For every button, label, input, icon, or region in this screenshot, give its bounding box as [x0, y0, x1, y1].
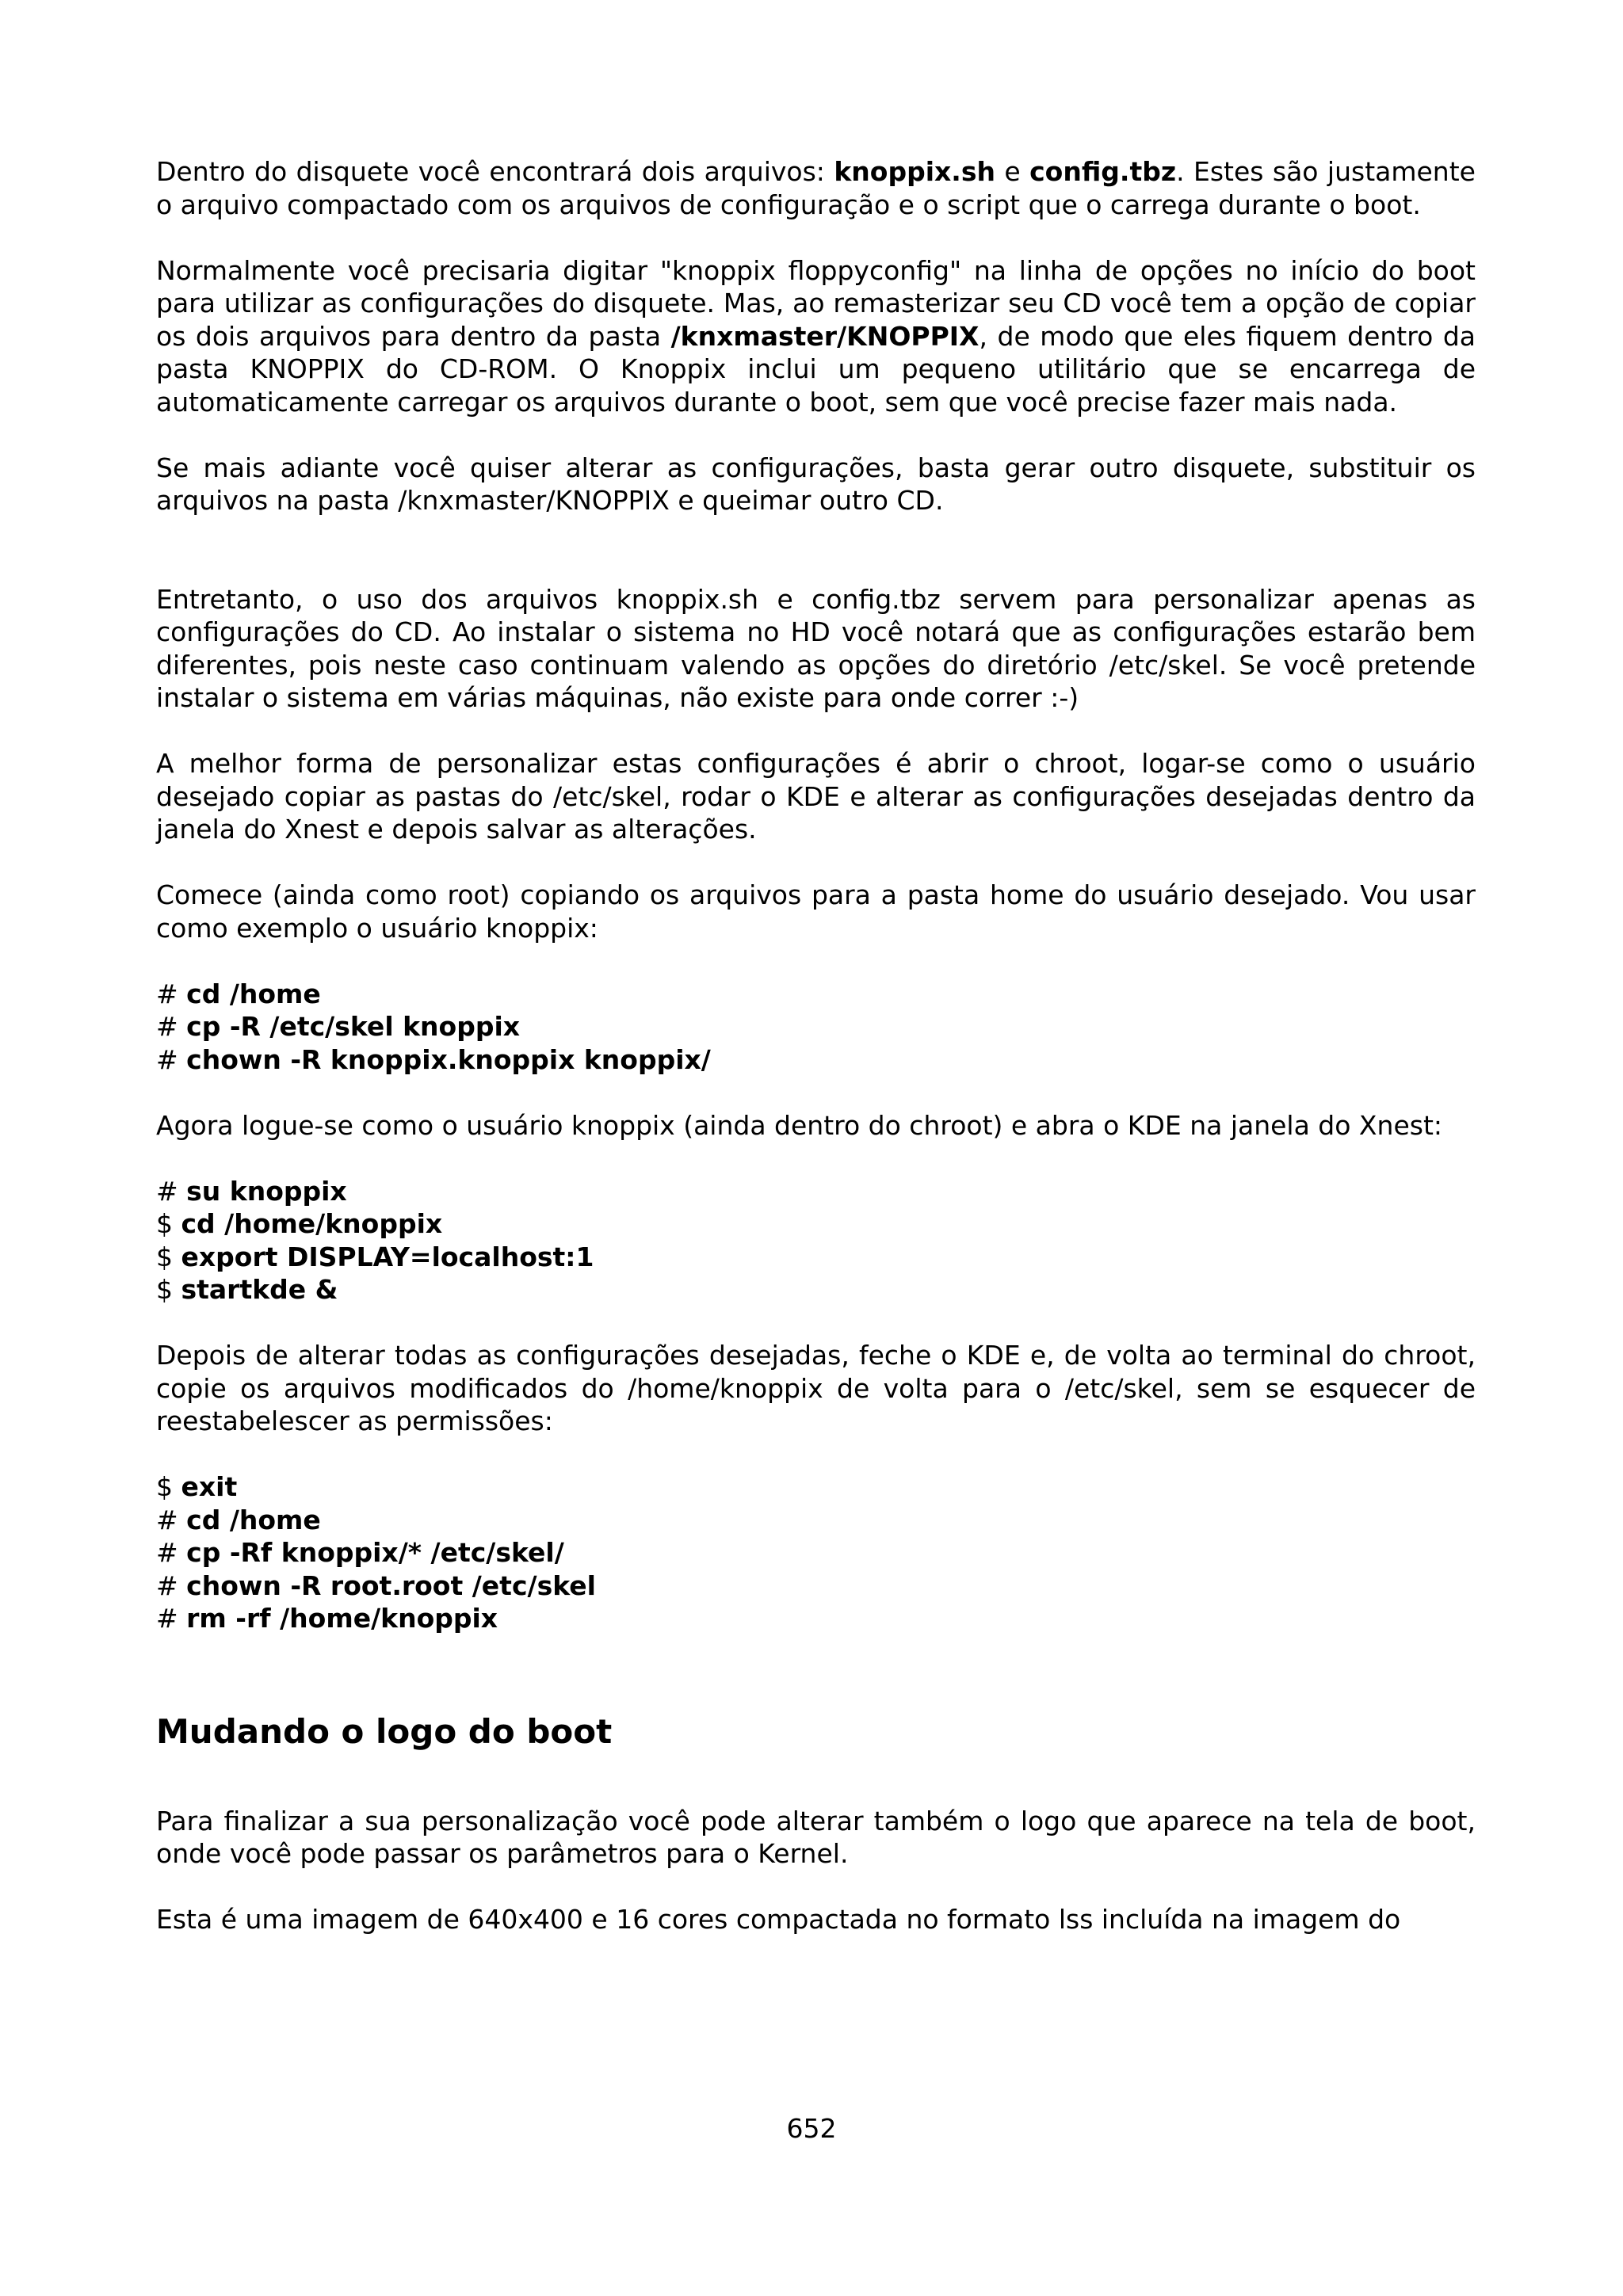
command-line — [156, 1207, 1476, 1241]
command-line — [156, 1175, 1476, 1208]
command-line — [156, 1043, 1476, 1077]
page-content — [156, 155, 1476, 1936]
paragraph-6: Comece (ainda como root) copiando os arquivos para a pasta home do usuário desejado. Vou usar como exemplo o usuário knoppix: — [156, 879, 1476, 944]
command-line — [156, 1602, 1476, 1635]
prompt: # — [156, 1011, 187, 1042]
command: cp -R /etc/skel knoppix — [186, 1011, 521, 1042]
prompt: # — [156, 978, 187, 1009]
paragraph-8: Depois de alterar todas as configurações desejadas, feche o KDE e, de volta ao terminal do chroot, copie os arquivos modificados do /home/knoppix de volta para o /etc/skel, sem se esquecer de reestabelescer as permissões: — [156, 1340, 1476, 1436]
prompt: # — [156, 1537, 187, 1568]
prompt: $ — [156, 1241, 181, 1272]
filename-config-tbz: config.tbz — [1029, 156, 1177, 187]
paragraph-2 — [156, 254, 1476, 419]
filename-knoppix-sh: knoppix.sh — [834, 156, 995, 187]
text: . Estes são justamente o arquivo compactado com os arquivos de configuração e o script que o carrega durante o boot. — [156, 156, 1476, 220]
page-number: 652 — [786, 2113, 837, 2144]
command: cd /home/knoppix — [181, 1208, 443, 1239]
paragraph-3: Se mais adiante você quiser alterar as configurações, basta gerar outro disquete, substituir os arquivos na pasta /knxmaster/KNOPPIX e queimar outro CD. — [156, 452, 1476, 516]
prompt: $ — [156, 1208, 181, 1239]
command: startkde & — [181, 1274, 338, 1305]
paragraph-5: A melhor forma de personalizar estas configurações é abrir o chroot, logar-se como o usuário desejado copiar as pastas do /etc/skel, rodar o KDE e alterar as configurações desejadas dentro da janela do Xnest e depois salvar as alterações. — [156, 748, 1476, 845]
command: rm -rf /home/knoppix — [186, 1603, 498, 1634]
command: exit — [181, 1471, 238, 1502]
prompt: # — [156, 1504, 187, 1535]
paragraph-1 — [156, 155, 1476, 221]
command-line — [156, 1273, 1476, 1306]
path-knxmaster: /knxmaster/KNOPPIX — [670, 320, 980, 352]
command: su knoppix — [186, 1175, 347, 1207]
command: cd /home — [186, 978, 321, 1009]
prompt: $ — [156, 1274, 181, 1305]
command: chown -R knoppix.knoppix knoppix/ — [186, 1043, 711, 1075]
command-block-1 — [156, 978, 1476, 1077]
command-block-3 — [156, 1470, 1476, 1635]
command-line — [156, 978, 1476, 1011]
paragraph-9: Para finalizar a sua personalização você pode alterar também o logo que aparece na tela de boot, onde você pode passar os parâmetros para o Kernel. — [156, 1805, 1476, 1869]
command-line — [156, 1241, 1476, 1274]
command: chown -R root.root /etc/skel — [186, 1569, 596, 1601]
prompt: $ — [156, 1471, 181, 1502]
text: Normalmente você precisaria digitar "knoppix floppyconfig" na linha de opções no início do boot para utilizar as configurações do disquete. Mas, ao remasterizar seu CD você tem a opção de copiar os dois arquivos para dentro da pasta — [156, 254, 1476, 352]
paragraph-10: Esta é uma imagem de 640x400 e 16 cores compactada no formato lss incluída na imagem do — [156, 1904, 1401, 1935]
command-line — [156, 1504, 1476, 1537]
command-line — [156, 1470, 1476, 1504]
text: e — [995, 156, 1030, 187]
text: , de modo que eles fiquem dentro da pasta KNOPPIX do CD-ROM. O Knoppix inclui um pequeno utilitário que se encarrega de automaticamente carregar os arquivos durante o boot, sem que você precise fazer mais nada. — [156, 320, 1476, 418]
command-block-2 — [156, 1175, 1476, 1306]
command: cd /home — [186, 1504, 321, 1535]
section-heading: Mudando o logo do boot — [156, 1711, 613, 1751]
command: export DISPLAY=localhost:1 — [181, 1241, 594, 1272]
text: Dentro do disquete você encontrará dois arquivos: — [156, 156, 834, 187]
command: cp -Rf knoppix/* /etc/skel/ — [186, 1537, 564, 1568]
paragraph-7: Agora logue-se como o usuário knoppix (ainda dentro do chroot) e abra o KDE na janela do Xnest: — [156, 1109, 1443, 1141]
paragraph-4: Entretanto, o uso dos arquivos knoppix.sh e config.tbz servem para personalizar apenas as configurações do CD. Ao instalar o sistema no HD você notará que as configurações estarão bem diferentes, pois neste caso continuam valendo as opções do diretório /etc/skel. Se você pretende instalar o sistema em várias máquinas, não existe para onde correr :-) — [156, 583, 1476, 713]
prompt: # — [156, 1175, 187, 1207]
prompt: # — [156, 1043, 187, 1075]
command-line — [156, 1010, 1476, 1043]
prompt: # — [156, 1603, 187, 1634]
command-line — [156, 1536, 1476, 1569]
command-line — [156, 1569, 1476, 1603]
prompt: # — [156, 1569, 187, 1601]
